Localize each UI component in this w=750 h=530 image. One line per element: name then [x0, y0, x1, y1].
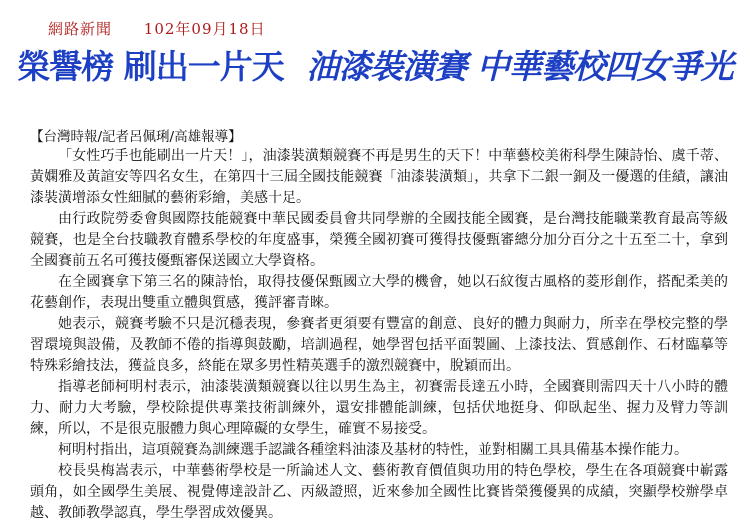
article-paragraph: 指導老師柯明村表示，油漆裝潢類競賽以往以男生為主，初賽需長達五小時，全國賽則需四天十八小時的體力、耐力大考驗，學校除提供專業技術訓練外，還安排體能訓練，包括伏地挺身、仰臥起坐、握力及臂力等訓練，所以，不是很克服體力與心理障礙的女學生，確實不易接受。 [30, 379, 728, 437]
headline-part2: 油漆裝潢賽 中華藝校四女爭光 [306, 47, 733, 86]
headline-part1: 榮譽榜 刷出一片天 [17, 47, 284, 86]
news-header [48, 18, 266, 39]
article-paragraph: 柯明村指出，這項競賽為訓練選手認識各種塗料油漆及基材的特性，並對相關工具具備基本操作能力。 [58, 442, 688, 458]
article-paragraph: 在全國賽拿下第三名的陳詩怡，取得技優保甄國立大學的機會，她以石紋復古風格的菱形創作，搭配柔美的花藝創作，表現出雙重立體與質感，獲評審青睞。 [30, 274, 728, 311]
news-source: 網路新聞 [48, 20, 113, 38]
news-date: 102年09月18日 [143, 20, 266, 38]
article-paragraph: 她表示，競賽考驗不只是沉穩表現，參賽者更須要有豐富的創意、良好的體力與耐力，所幸在學校完整的學習環境與設備，及教師不倦的指導與鼓勵，培訓過程，她學習包括平面製圖、上漆技法、質感創作、石材臨摹等特殊彩繪技法，獲益良多，終能在眾多男性精英選手的激烈競賽中，脫穎而出。 [30, 316, 728, 374]
article-paragraph: 「女性巧手也能刷出一片天！」，油漆裝潢類競賽不再是男生的天下！中華藝校美術科學生陳詩怡、虞千蒂、黃嫻雅及黃諠安等四名女生，在第四十三屆全國技能競賽「油漆裝潢類」，共拿下二銀一銅及一優選的佳績，讓油漆裝潢增添女性細膩的藝術彩繪，美感十足。 [30, 148, 728, 206]
article-body [30, 146, 728, 524]
headline [0, 47, 750, 87]
byline: 【台灣時報/記者呂佩琍/高雄報導】 [30, 129, 242, 145]
article-paragraph: 校長吳梅嵩表示，中華藝術學校是一所論述人文、藝術教育價值與功用的特色學校，學生在各項競賽中嶄露頭角，如全國學生美展、視覺傳達設計乙、丙級證照，近來參加全國性比賽皆榮獲優異的成績，突顯學校辦學卓越、教師教學認真，學生學習成效優異。 [30, 463, 728, 521]
article-paragraph: 由行政院勞委會與國際技能競賽中華民國委員會共同學辦的全國技能全國賽，是台灣技能職業教育最高等級競賽，也是全台技職教育體系學校的年度盛事，榮獲全國初賽可獲得技優甄審總分加分百分之十五至二十，拿到全國賽前五名可獲技優甄審保送國立大學資格。 [30, 211, 728, 269]
